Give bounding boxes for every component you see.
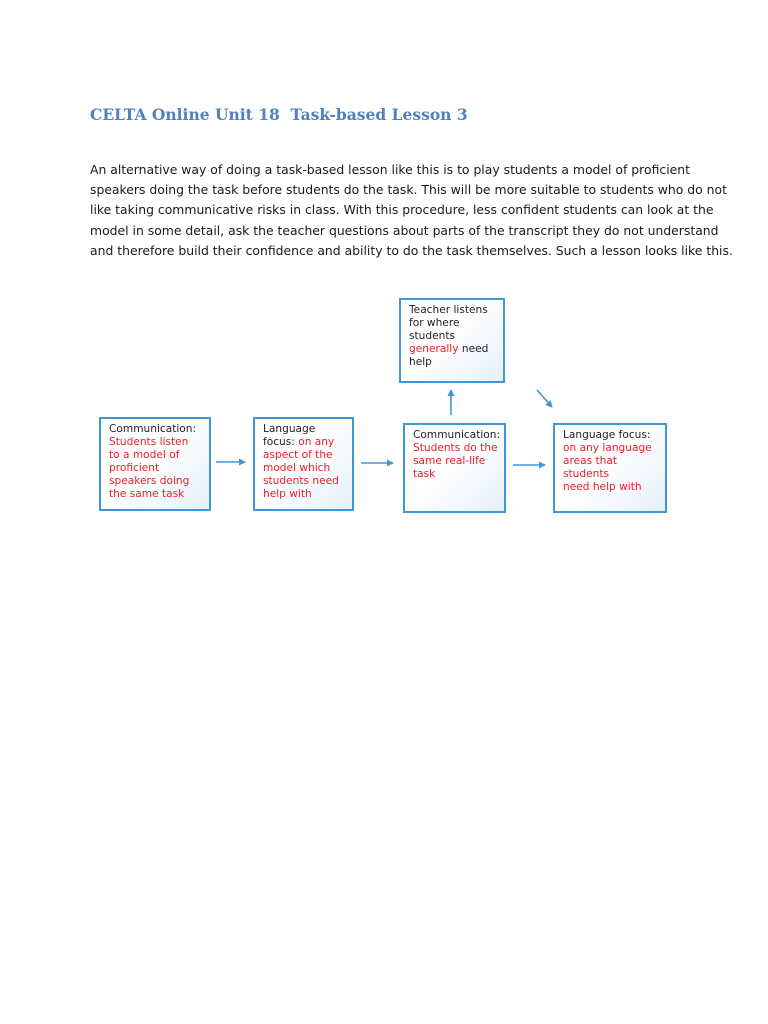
box-title: Language xyxy=(263,423,316,435)
box-title: Communication: xyxy=(413,429,501,441)
box-title: Language focus: xyxy=(563,429,651,441)
highlight-text: task xyxy=(413,468,436,480)
highlight-text: areas that xyxy=(563,455,618,467)
box-text: Teacher listens xyxy=(409,304,488,316)
highlight-text: aspect of the xyxy=(263,449,333,461)
paragraph-line: like taking communicative risks in class. With this procedure, less confident students can look at the xyxy=(90,202,714,218)
box-text: help xyxy=(409,356,432,368)
highlight-text: on any xyxy=(294,436,335,448)
paragraph-line: An alternative way of doing a task-based lesson like this is to play students a model of proficient xyxy=(90,162,690,177)
highlight-text: on any language xyxy=(563,442,652,454)
document-heading: CELTA Online Unit 18 Task-based Lesson 3 xyxy=(90,105,468,124)
highlight-text: students need xyxy=(263,475,339,487)
paragraph-line: model in some detail, ask the teacher questions about parts of the transcript they do not understand xyxy=(90,222,719,238)
highlight-text: students xyxy=(563,468,610,480)
highlight-text: generally xyxy=(409,343,459,355)
arrow-diagonal-icon xyxy=(537,390,552,407)
paragraph-line: and therefore build their confidence and ability to do the task themselves. Such a lesson looks like this. xyxy=(90,242,733,258)
box-text: need xyxy=(458,343,489,355)
box-text: students xyxy=(409,330,456,342)
highlight-text: proficient xyxy=(109,462,160,474)
highlight-text: Students listen xyxy=(109,436,189,448)
highlight-text: same real-life xyxy=(413,455,486,467)
highlight-text: speakers doing xyxy=(109,475,190,487)
box-text: for where xyxy=(409,317,460,329)
box-title: focus: xyxy=(263,436,295,448)
highlight-text: model which xyxy=(263,462,331,474)
paragraph-line: speakers doing the task before students do the task. This will be more suitable to students who do not xyxy=(90,182,727,198)
highlight-text: the same task xyxy=(109,488,185,500)
box-title: Communication: xyxy=(109,423,197,435)
highlight-text: need help with xyxy=(563,481,642,493)
highlight-text: to a model of xyxy=(109,449,180,461)
highlight-text: Students do the xyxy=(413,442,498,454)
highlight-text: help with xyxy=(263,488,312,500)
